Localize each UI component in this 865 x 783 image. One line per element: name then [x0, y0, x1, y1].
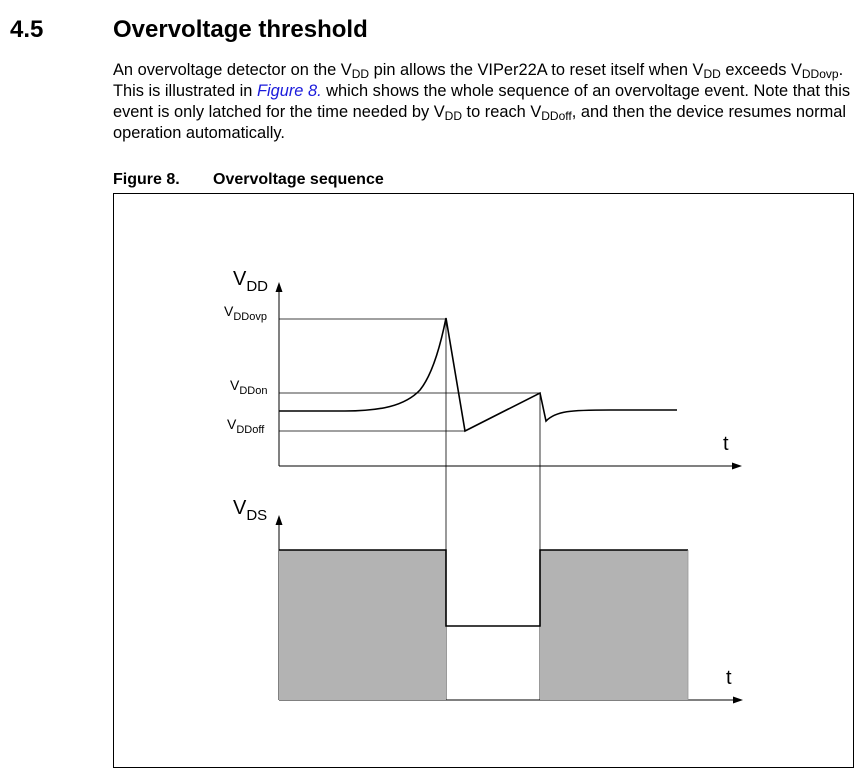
paragraph-text: . This is illustrated in	[113, 61, 844, 100]
subscript: DD	[444, 109, 462, 123]
figure-frame	[114, 194, 854, 768]
time-axis-bottom-arrow-icon	[733, 697, 743, 704]
on-level-label: $V_{DDon}$	[230, 377, 268, 397]
vds-axis-label: $V_{DS}$	[233, 497, 268, 524]
vds-high-block-right	[540, 550, 688, 700]
paragraph-text: , and then the device resumes normal operation automatically.	[113, 103, 846, 142]
figure-title: Overvoltage sequence	[213, 171, 384, 188]
time-label-top: t	[723, 433, 729, 455]
paragraph-text: pin allows the VIPer22A to reset itself when V	[369, 61, 704, 79]
vds-high-block-left	[279, 550, 446, 700]
paragraph-text: exceeds V	[720, 61, 802, 79]
vds-axis-arrow-icon	[276, 515, 283, 525]
off-level-label: $V_{DDoff}$	[227, 416, 265, 436]
vdd-waveform	[279, 318, 677, 431]
figure-label: Figure 8.	[113, 171, 180, 188]
time-label-bottom: t	[726, 667, 732, 689]
figure-link[interactable]: Figure 8.	[256, 82, 322, 100]
vdd-axis-arrow-icon	[276, 282, 283, 292]
ovp-level-label: $V_{DDovp}$	[224, 303, 267, 323]
subscript: DDovp	[801, 67, 839, 81]
vdd-axis-label: $V_{DD}$	[233, 268, 269, 295]
section-number: 4.5	[10, 16, 44, 43]
paragraph-text: which shows the whole sequence of an overvoltage event. Note that this event is only latched for the time needed by V	[113, 82, 851, 121]
section-title: Overvoltage threshold	[113, 16, 368, 43]
paragraph-text: to reach V	[462, 103, 542, 121]
subscript: DD	[703, 67, 721, 81]
time-axis-top-arrow-icon	[732, 463, 742, 470]
subscript: DDoff	[541, 109, 572, 123]
paragraph-text: An overvoltage detector on the V	[113, 61, 352, 79]
subscript: DD	[351, 67, 370, 81]
